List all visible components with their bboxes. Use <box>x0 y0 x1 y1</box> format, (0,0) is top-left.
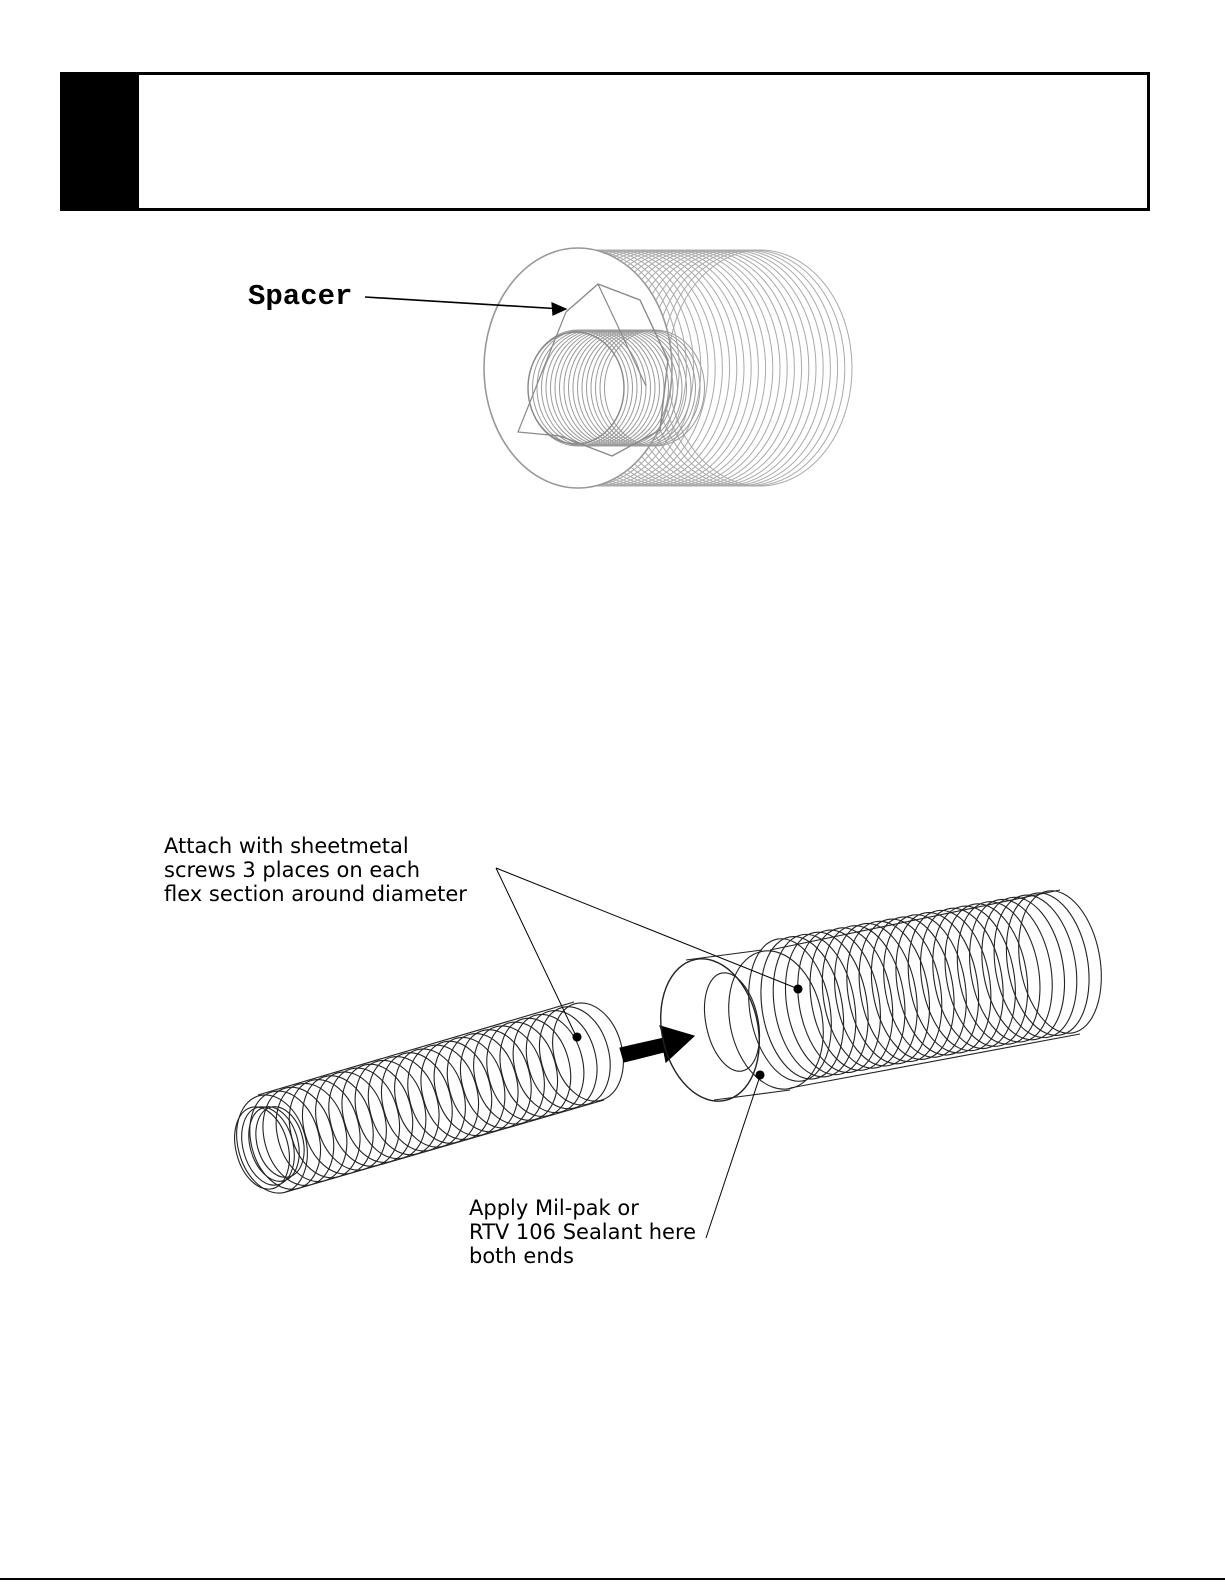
attach-leader-left <box>496 868 576 1036</box>
arrow-right-icon <box>620 1026 694 1062</box>
right-screw-point <box>794 985 802 993</box>
right-flex-rib <box>812 919 916 1075</box>
flex-duct-figure <box>226 868 1112 1238</box>
right-flex-rib <box>984 889 1088 1045</box>
sealant-note-line: RTV 106 Sealant here <box>469 1220 697 1244</box>
sealant-note <box>469 1196 696 1268</box>
right-flex-top-edge <box>770 890 1060 950</box>
right-flex-rib <box>922 899 1026 1055</box>
attach-note-line: flex section around diameter <box>164 882 467 906</box>
right-flex-rib <box>750 930 854 1086</box>
right-flex-rib <box>849 913 953 1069</box>
right-flex-rib <box>787 923 891 1079</box>
right-flex-rib <box>959 893 1063 1049</box>
right-flex-rib <box>934 897 1038 1053</box>
right-flex-rib <box>836 915 940 1071</box>
footer-rule <box>0 1578 1225 1580</box>
collar-top-edge <box>686 950 762 960</box>
attach-note <box>164 834 467 906</box>
right-flex-rib <box>885 906 989 1062</box>
outer-duct-opening <box>484 248 672 488</box>
attach-leader-right <box>496 868 796 988</box>
right-flex-rib <box>996 886 1100 1042</box>
right-flex-rib <box>824 917 928 1073</box>
right-flex-rib <box>898 904 1002 1060</box>
attach-note-line: Attach with sheetmetal <box>164 834 409 858</box>
sealant-point <box>756 1071 764 1079</box>
right-flex-rib <box>799 921 903 1077</box>
attach-note-line: screws 3 places on each <box>164 858 420 882</box>
right-flex-rib <box>763 928 867 1084</box>
right-flex-rib <box>775 926 879 1082</box>
sealant-note-line: Apply Mil-pak or <box>469 1196 639 1220</box>
right-flex-rib <box>1008 884 1112 1040</box>
right-flex-rib <box>971 891 1075 1047</box>
spacer-figure <box>365 248 852 488</box>
spacer-label: Spacer <box>248 280 353 313</box>
right-flex-rib <box>947 895 1051 1051</box>
sealant-note-line: both ends <box>469 1244 574 1268</box>
right-flex-rib <box>873 908 977 1064</box>
left-screw-point <box>573 1033 581 1041</box>
right-flex-rib <box>910 902 1014 1058</box>
right-flex-rib <box>861 910 965 1066</box>
